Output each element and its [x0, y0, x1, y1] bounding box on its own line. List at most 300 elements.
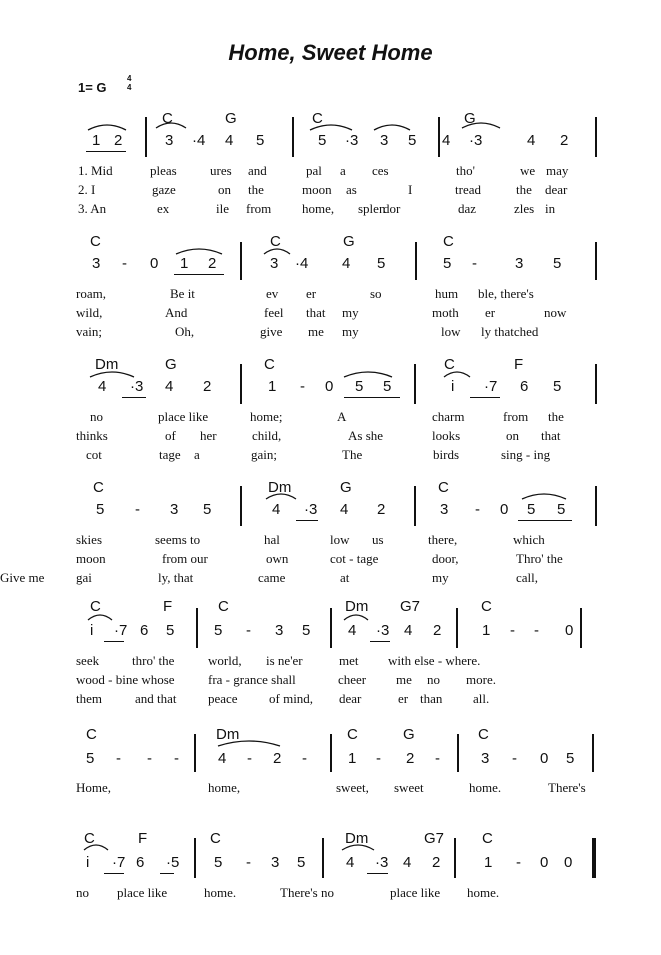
lyric-syllable: ly thatched [481, 324, 539, 339]
note-underline [86, 151, 126, 152]
note-numeral: 5 [566, 750, 575, 767]
lyric-syllable: dor [383, 201, 401, 216]
lyric-syllable: hum [435, 286, 459, 301]
chord-symbol: Dm [345, 830, 369, 847]
note-underline [174, 274, 224, 275]
lyric-syllable: looks [432, 428, 461, 443]
lyric-syllable: her [200, 428, 217, 443]
lyric-syllable: no [427, 672, 440, 687]
lyric-syllable: the [516, 182, 532, 197]
note-numeral: ·4 [295, 255, 309, 272]
lyric-syllable: in [545, 201, 556, 216]
lyric-syllable: splen [358, 201, 386, 216]
lyric-syllable: place like [158, 409, 209, 424]
lyric-syllable: no [76, 885, 89, 900]
lyric-syllable: door, [432, 551, 459, 566]
note-numeral: 0 [540, 750, 549, 767]
lyric-syllable: home; [250, 409, 283, 424]
note-numeral: - [247, 750, 252, 767]
chord-symbol: C [482, 830, 493, 847]
chord-symbol: Dm [216, 726, 240, 743]
lyric-syllable: own [266, 551, 289, 566]
chord-symbol: C [90, 233, 101, 250]
chord-symbol: G [464, 110, 476, 127]
note-numeral: 4 [225, 132, 234, 149]
lyric-syllable: peace [208, 691, 238, 706]
lyric-syllable: 2. I [78, 182, 96, 197]
bar-line [595, 364, 597, 404]
lyric-syllable: than [420, 691, 443, 706]
bar-line [595, 242, 597, 280]
note-numeral: 1 [268, 378, 277, 395]
lyric-syllable: give [260, 324, 283, 339]
lyric-syllable: ile [216, 201, 229, 216]
note-numeral: 3 [165, 132, 174, 149]
lyric-syllable: at [340, 570, 350, 585]
note-numeral: 3 [515, 255, 524, 272]
note-numeral: 5 [355, 378, 364, 395]
chord-symbol: C [86, 726, 97, 743]
lyric-syllable: sweet, [336, 780, 369, 795]
bar-line [456, 608, 458, 648]
note-numeral: 0 [150, 255, 159, 272]
note-numeral: ·7 [114, 622, 128, 639]
chord-symbol: C [481, 598, 492, 615]
lyric-syllable: and that [135, 691, 177, 706]
lyric-syllable: gain; [251, 447, 277, 462]
note-numeral: 5 [203, 501, 212, 518]
lyric-syllable: pleas [150, 163, 177, 178]
lyric-syllable: And [165, 305, 188, 320]
lyric-syllable: more. [466, 672, 496, 687]
lyric-syllable: ces [372, 163, 389, 178]
chord-symbol: C [90, 598, 101, 615]
lyric-syllable: home, [208, 780, 241, 795]
bar-line [322, 838, 324, 878]
chord-symbol: C [84, 830, 95, 847]
note-numeral: 1 [348, 750, 357, 767]
lyric-syllable: from [503, 409, 529, 424]
note-numeral: 5 [318, 132, 327, 149]
note-numeral: 4 [98, 378, 107, 395]
lyric-syllable: my [342, 305, 359, 320]
lyric-syllable: As she [348, 428, 384, 443]
note-numeral: 4 [346, 854, 355, 871]
note-numeral: 0 [325, 378, 334, 395]
lyric-syllable: call, [516, 570, 539, 585]
slur-arc [522, 494, 566, 499]
lyric-syllable: place like [117, 885, 168, 900]
lyric-syllable: of [165, 428, 176, 443]
chord-symbol: G [340, 479, 352, 496]
note-numeral: 5 [553, 255, 562, 272]
bar-line [457, 734, 459, 772]
lyric-syllable: from [246, 201, 272, 216]
note-numeral: - [510, 622, 515, 639]
chord-symbol: G [403, 726, 415, 743]
lyric-syllable: came [258, 570, 286, 585]
lyric-syllable: home. [469, 780, 502, 795]
lyric-syllable: A [337, 409, 347, 424]
note-numeral: 4 [404, 622, 413, 639]
note-numeral: - [246, 622, 251, 639]
lyric-syllable: ly, that [158, 570, 194, 585]
note-numeral: ·3 [304, 501, 318, 518]
chord-symbol: C [312, 110, 323, 127]
note-numeral: 3 [170, 501, 179, 518]
lyric-syllable: er [306, 286, 317, 301]
lyric-syllable: may [546, 163, 569, 178]
lyric-syllable: place like [390, 885, 441, 900]
note-numeral: - [147, 750, 152, 767]
lyric-syllable: us [372, 532, 384, 547]
note-numeral: ·3 [345, 132, 359, 149]
note-numeral: 2 [432, 854, 441, 871]
note-numeral: i [451, 378, 455, 395]
note-underline [296, 520, 318, 521]
chord-symbol: C [210, 830, 221, 847]
note-numeral: - [472, 255, 477, 272]
lyric-syllable: daz [458, 201, 477, 216]
lyric-syllable: wild, [76, 305, 103, 320]
lyric-syllable: seems to [155, 532, 201, 547]
note-numeral: 1 [92, 132, 101, 149]
note-numeral: 5 [553, 378, 562, 395]
note-numeral: - [435, 750, 440, 767]
note-numeral: ·3 [130, 378, 144, 395]
lyric-syllable: Thro' the [516, 551, 563, 566]
chord-symbol: Dm [345, 598, 369, 615]
lyric-syllable: 1. Mid [78, 163, 113, 178]
note-numeral: 2 [406, 750, 415, 767]
note-numeral: 3 [380, 132, 389, 149]
slur-arc [344, 372, 392, 377]
lyric-syllable: there, [428, 532, 458, 547]
lyric-syllable: ble, there's [478, 286, 534, 301]
note-numeral: 3 [481, 750, 490, 767]
bar-line [194, 838, 196, 878]
lyric-syllable: me [396, 672, 412, 687]
chord-symbol: C [347, 726, 358, 743]
bar-line [414, 486, 416, 526]
note-numeral: 4 [442, 132, 451, 149]
lyric-syllable: all. [473, 691, 490, 706]
lyric-syllable: moth [432, 305, 459, 320]
lyric-syllable: vain; [76, 324, 102, 339]
note-numeral: 6 [140, 622, 149, 639]
lyric-syllable: sweet [394, 780, 424, 795]
note-underline [370, 641, 390, 642]
note-numeral: 5 [408, 132, 417, 149]
note-numeral: ·3 [375, 854, 389, 871]
lyric-syllable: pal [306, 163, 322, 178]
lyric-syllable: the [248, 182, 264, 197]
note-numeral: 4 [218, 750, 227, 767]
chord-symbol: Dm [268, 479, 292, 496]
lyric-syllable: my [342, 324, 359, 339]
bar-line [196, 608, 198, 648]
lyric-syllable: world, [208, 653, 242, 668]
lyric-syllable: gaze [152, 182, 176, 197]
lyric-syllable: child, [252, 428, 282, 443]
note-numeral: 0 [500, 501, 509, 518]
chord-symbol: C [218, 598, 229, 615]
note-numeral: 3 [271, 854, 280, 871]
bar-line [330, 734, 332, 772]
lyric-syllable: er [398, 691, 409, 706]
chord-symbol: Dm [95, 356, 119, 373]
song-title: Home, Sweet Home [228, 40, 433, 65]
note-numeral: 6 [136, 854, 145, 871]
lyric-syllable: moon [76, 551, 106, 566]
chord-symbol: G [343, 233, 355, 250]
note-numeral: - [300, 378, 305, 395]
note-numeral: 4 [272, 501, 281, 518]
bar-line [454, 838, 456, 878]
lyric-syllable: wood - bine whose [76, 672, 175, 687]
lyric-syllable: no [90, 409, 103, 424]
note-numeral: 4 [403, 854, 412, 871]
note-numeral: ·5 [166, 854, 180, 871]
lyric-syllable: tho' [456, 163, 475, 178]
lyric-syllable: my [432, 570, 449, 585]
lyric-syllable: moon [302, 182, 332, 197]
lyric-syllable: Be it [170, 286, 195, 301]
lyric-syllable: of mind, [269, 691, 314, 706]
note-underline [104, 873, 124, 874]
chord-symbol: C [93, 479, 104, 496]
note-numeral: 2 [377, 501, 386, 518]
chord-symbol: C [264, 356, 275, 373]
lyric-syllable: ures [210, 163, 232, 178]
chord-symbol: G7 [424, 830, 445, 847]
note-numeral: 3 [270, 255, 279, 272]
note-numeral: 4 [342, 255, 351, 272]
note-numeral: - [135, 501, 140, 518]
note-numeral: - [302, 750, 307, 767]
lyric-syllable: There's [548, 780, 586, 795]
lyric-syllable: that [541, 428, 561, 443]
note-numeral: ·4 [192, 132, 206, 149]
note-numeral: - [246, 854, 251, 871]
slur-arc [88, 125, 126, 130]
slur-arc [344, 615, 368, 620]
bar-line [438, 117, 440, 157]
lyric-syllable: met [339, 653, 359, 668]
bar-line [414, 364, 416, 404]
lyric-syllable: Give me [0, 570, 45, 585]
note-numeral: 3 [440, 501, 449, 518]
lyric-syllable: a [194, 447, 200, 462]
note-numeral: 5 [86, 750, 95, 767]
lyric-syllable: ev [266, 286, 279, 301]
chord-symbol: G [225, 110, 237, 127]
bar-line [592, 838, 596, 878]
lyric-syllable: as [346, 182, 357, 197]
lyric-syllable: There's no [280, 885, 334, 900]
lyric-syllable: we [520, 163, 536, 178]
slur-arc [88, 615, 112, 620]
note-underline [470, 397, 500, 398]
note-numeral: 5 [96, 501, 105, 518]
bar-line [580, 608, 582, 648]
note-numeral: 0 [540, 854, 549, 871]
lyric-syllable: seek [76, 653, 100, 668]
note-numeral: 2 [273, 750, 282, 767]
lyric-syllable: skies [76, 532, 102, 547]
note-numeral: i [90, 622, 94, 639]
note-numeral: 0 [565, 622, 574, 639]
note-numeral: 5 [557, 501, 566, 518]
lyric-syllable: sing - ing [501, 447, 551, 462]
lyric-syllable: roam, [76, 286, 106, 301]
time-signature [127, 74, 131, 92]
bar-line [595, 117, 597, 157]
lyric-syllable: tage [159, 447, 181, 462]
lyric-syllable: on [506, 428, 519, 443]
note-numeral: 5 [214, 622, 223, 639]
bar-line [415, 242, 417, 280]
note-underline [518, 520, 572, 521]
note-numeral: - [174, 750, 179, 767]
bar-line [240, 364, 242, 404]
lyric-syllable: ex [157, 201, 170, 216]
lyric-syllable: gai [76, 570, 92, 585]
note-numeral: i [86, 854, 90, 871]
note-numeral: - [116, 750, 121, 767]
note-numeral: ·3 [376, 622, 390, 639]
bar-line [145, 117, 147, 157]
note-numeral: 5 [383, 378, 392, 395]
note-numeral: ·3 [469, 132, 483, 149]
lyric-syllable: tread [455, 182, 481, 197]
lyric-syllable: low [441, 324, 461, 339]
chord-symbol: C [478, 726, 489, 743]
lyric-syllable: from our [162, 551, 208, 566]
note-underline [122, 397, 146, 398]
bar-line [240, 486, 242, 526]
chord-symbol: G [165, 356, 177, 373]
lyric-syllable: fra - grance shall [208, 672, 296, 687]
note-underline [344, 397, 400, 398]
chord-symbol: F [514, 356, 524, 373]
note-numeral: 3 [92, 255, 101, 272]
note-numeral: - [512, 750, 517, 767]
lyric-syllable: home. [467, 885, 500, 900]
lyric-syllable: which [513, 532, 545, 547]
lyric-syllable: charm [432, 409, 465, 424]
lyric-syllable: the [548, 409, 564, 424]
note-numeral: 1 [484, 854, 493, 871]
lyric-syllable: and [248, 163, 267, 178]
note-numeral: 4 [527, 132, 536, 149]
note-numeral: 5 [302, 622, 311, 639]
lyric-syllable: a [340, 163, 346, 178]
lyric-syllable: low [330, 532, 350, 547]
note-numeral: 5 [166, 622, 175, 639]
lyric-syllable: them [76, 691, 102, 706]
note-numeral: - [516, 854, 521, 871]
chord-symbol: C [270, 233, 281, 250]
lyric-syllable: Home, [76, 780, 112, 795]
note-numeral: - [475, 501, 480, 518]
note-numeral: 5 [297, 854, 306, 871]
chord-symbol: C [162, 110, 173, 127]
note-numeral: 1 [482, 622, 491, 639]
slur-arc [176, 249, 222, 254]
note-numeral: 5 [443, 255, 452, 272]
chord-symbol: C [438, 479, 449, 496]
note-numeral: - [534, 622, 539, 639]
lyric-syllable: hal [264, 532, 280, 547]
bar-line [240, 242, 242, 280]
lyric-syllable: zles [514, 201, 535, 216]
lyric-syllable: The [342, 447, 363, 462]
lyric-syllable: home, [302, 201, 335, 216]
note-underline [104, 641, 124, 642]
note-numeral: 5 [377, 255, 386, 272]
chord-symbol: C [444, 356, 455, 373]
note-numeral: 4 [340, 501, 349, 518]
lyric-syllable: I [408, 182, 413, 197]
chord-symbol: C [443, 233, 454, 250]
bar-line [595, 486, 597, 526]
note-numeral: 2 [560, 132, 569, 149]
note-numeral: 1 [180, 255, 189, 272]
bar-line [194, 734, 196, 772]
note-numeral: ·7 [112, 854, 126, 871]
note-numeral: - [122, 255, 127, 272]
note-numeral: 2 [114, 132, 123, 149]
note-numeral: 5 [527, 501, 536, 518]
chord-symbol: F [138, 830, 148, 847]
note-numeral: - [376, 750, 381, 767]
lyric-syllable: on [218, 182, 231, 197]
key-signature: 1= G [78, 80, 107, 95]
note-numeral: 0 [564, 854, 573, 871]
note-numeral: 2 [203, 378, 212, 395]
lyric-syllable: Oh, [175, 324, 195, 339]
lyric-syllable: cot [86, 447, 102, 462]
note-underline [160, 873, 174, 874]
chord-symbol: G7 [400, 598, 421, 615]
lyric-syllable: thro' the [132, 653, 175, 668]
lyric-syllable: dear [545, 182, 568, 197]
lyric-syllable: cheer [338, 672, 367, 687]
bar-line [592, 734, 594, 772]
lyric-syllable: home. [204, 885, 237, 900]
note-numeral: 2 [433, 622, 442, 639]
note-numeral: 3 [275, 622, 284, 639]
note-numeral: 6 [520, 378, 529, 395]
lyric-syllable: me [308, 324, 324, 339]
lyric-syllable: that [306, 305, 326, 320]
time-bottom: 4 [127, 83, 132, 92]
lyric-syllable: now [544, 305, 567, 320]
lyric-syllable: thinks [76, 428, 108, 443]
note-numeral: 2 [208, 255, 217, 272]
note-numeral: ·7 [484, 378, 498, 395]
lyric-syllable: is ne'er [266, 653, 303, 668]
lyric-syllable: cot - tage [330, 551, 379, 566]
lyric-syllable: birds [433, 447, 459, 462]
lyric-syllable: er [485, 305, 496, 320]
lyric-syllable: with else - where. [388, 653, 481, 668]
slur-arc [374, 125, 410, 130]
lyric-syllable: so [370, 286, 382, 301]
bar-line [330, 608, 332, 648]
note-underline [367, 873, 388, 874]
